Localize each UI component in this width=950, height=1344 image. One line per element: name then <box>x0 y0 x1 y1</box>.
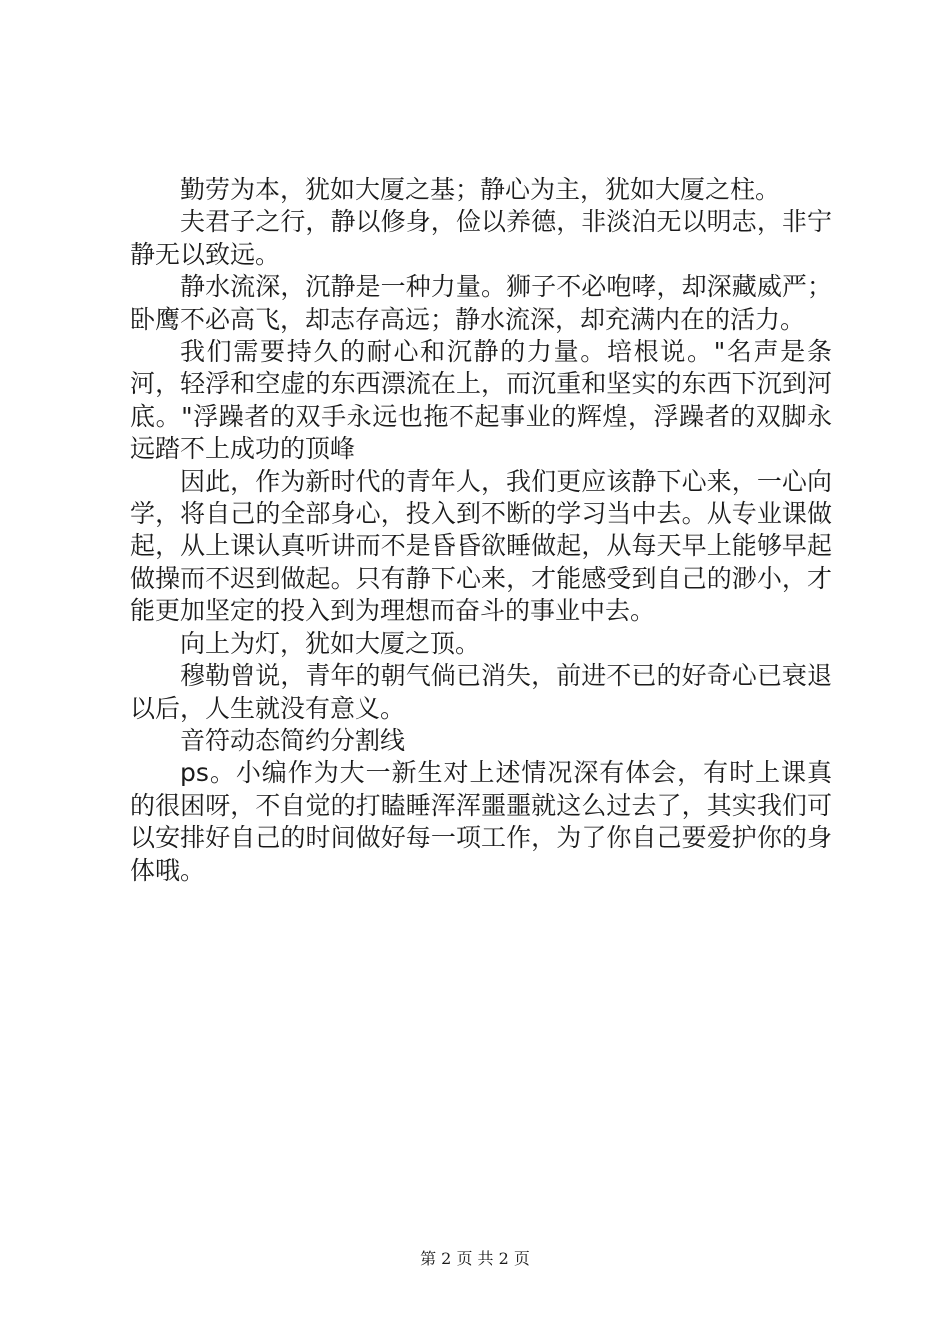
paragraph-1: 勤劳为本，犹如大厦之基；静心为主，犹如大厦之柱。 <box>180 175 781 204</box>
paragraph-7: 穆勒曾说，青年的朝气倘已消失，前进不已的好奇心已衰退以后，人生就没有意义。 <box>130 661 832 723</box>
document-body <box>130 174 832 887</box>
paragraph-9: ps。小编作为大一新生对上述情况深有体会，有时上课真的很困呀，不自觉的打瞌睡浑浑噩噩就这么过去了，其实我们可以安排好自己的时间做好每一项工作，为了你自己要爱护你的身体哦。 <box>130 758 832 885</box>
paragraph-2: 夫君子之行，静以修身，俭以养德，非淡泊无以明志，非宁静无以致远。 <box>130 207 832 269</box>
paragraph-3: 静水流深，沉静是一种力量。狮子不必咆哮，却深藏威严；卧鹰不必高飞，却志存高远；静水流深，却充满内在的活力。 <box>130 272 832 334</box>
paragraph-5: 因此，作为新时代的青年人，我们更应该静下心来，一心向学，将自己的全部身心，投入到不断的学习当中去。从专业课做起，从上课认真听讲而不是昏昏欲睡做起，从每天早上能够早起做操而不迟到做起。只有静下心来，才能感受到自己的渺小，才能更加坚定的投入到为理想而奋斗的事业中去。 <box>130 466 832 626</box>
divider-label: 音符动态简约分割线 <box>180 725 406 755</box>
paragraph-4: 我们需要持久的耐心和沉静的力量。培根说。"名声是条河，轻浮和空虚的东西漂流在上，而沉重和坚实的东西下沉到河底。"浮躁者的双手永远也拖不起事业的辉煌，浮躁者的双脚永远踏不上成功的顶峰 <box>130 337 832 464</box>
paragraph-6: 向上为灯，犹如大厦之顶。 <box>180 628 481 658</box>
page-footer: 第 2 页 共 2 页 <box>420 1249 530 1268</box>
